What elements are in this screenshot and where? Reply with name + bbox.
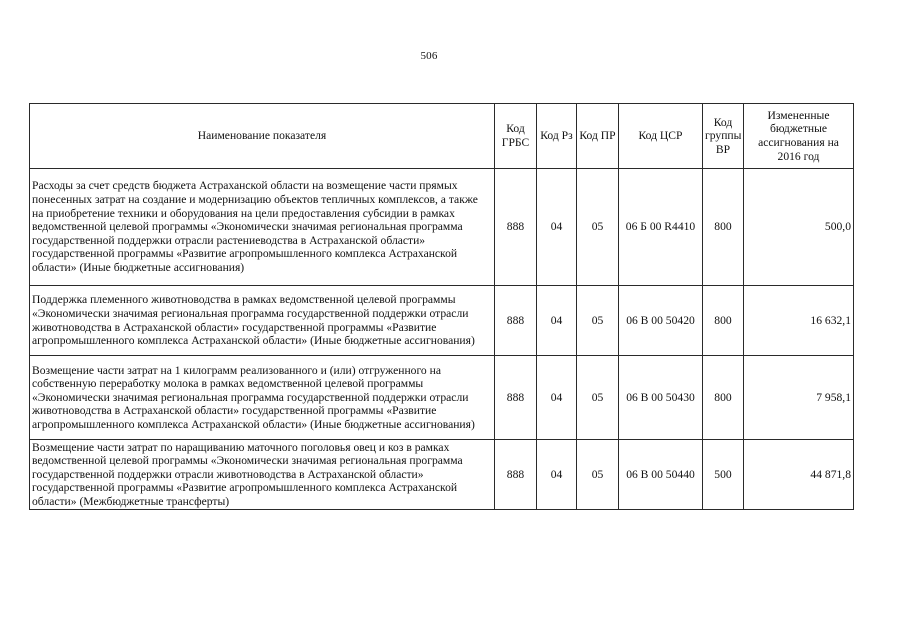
- row-rz: 04: [537, 169, 577, 286]
- row-name: Возмещение части затрат на 1 килограмм реализованного и (или) отгруженного на собственную переработку молока в рамках ведомственной целевой программы «Экономически значимая региональная программа государственной поддержки отрасли животноводства в Астраханской области» государственной программы «Развитие агропромышленного комплекса Астраханской области» (Иные бюджетные ассигнования): [30, 356, 495, 440]
- row-vr: 800: [703, 169, 744, 286]
- budget-allocations-table: [29, 103, 854, 510]
- table-header-row: [30, 104, 854, 169]
- row-vr: 800: [703, 356, 744, 440]
- table-row: [30, 286, 854, 356]
- row-amount: 16 632,1: [744, 286, 854, 356]
- row-grbs: 888: [495, 356, 537, 440]
- row-name: Поддержка племенного животноводства в рамках ведомственной целевой программы «Экономически значимая региональная программа государственной поддержки отрасли животноводства в Астраханской области» государственной программы «Развитие агропромышленного комплекса Астраханской области» (Иные бюджетные ассигнования): [30, 286, 495, 356]
- row-grbs: 888: [495, 169, 537, 286]
- row-rz: 04: [537, 356, 577, 440]
- row-rz: 04: [537, 286, 577, 356]
- table-row: [30, 440, 854, 510]
- row-pr: 05: [577, 286, 619, 356]
- header-rz: Код Рз: [537, 104, 577, 169]
- row-csr: 06 В 00 50430: [619, 356, 703, 440]
- row-amount: 44 871,8: [744, 440, 854, 510]
- row-pr: 05: [577, 169, 619, 286]
- table-row: [30, 169, 854, 286]
- header-amount: Измененные бюджетные ассигнования на 2016 год: [744, 104, 854, 169]
- row-rz: 04: [537, 440, 577, 510]
- header-vr: Код группы ВР: [703, 104, 744, 169]
- table-row: [30, 356, 854, 440]
- row-csr: 06 В 00 50440: [619, 440, 703, 510]
- row-amount: 7 958,1: [744, 356, 854, 440]
- row-vr: 800: [703, 286, 744, 356]
- row-amount: 500,0: [744, 169, 854, 286]
- row-vr: 500: [703, 440, 744, 510]
- page-number: 506: [420, 50, 438, 62]
- row-grbs: 888: [495, 440, 537, 510]
- row-grbs: 888: [495, 286, 537, 356]
- row-name: Возмещение части затрат по наращиванию маточного поголовья овец и коз в рамках ведомственной целевой программы «Экономически значимая региональная программа государственной поддержки отрасли животноводства в Астраханской области» государственной программы «Развитие агропромышленного комплекса Астраханской области» (Межбюджетные трансферты): [30, 440, 495, 510]
- row-name: Расходы за счет средств бюджета Астраханской области на возмещение части прямых понесенных затрат на создание и модернизацию объектов тепличных комплексов, а также на приобретение техники и оборудования на цели предоставления субсидии в рамках ведомственной целевой программы «Экономически значимая региональная программа государственной поддержки отрасли растениеводства в Астраханской области» государственной программы «Развитие агропромышленного комплекса Астраханской области» (Иные бюджетные ассигнования): [30, 169, 495, 286]
- row-csr: 06 В 00 50420: [619, 286, 703, 356]
- header-name: Наименование показателя: [30, 104, 495, 169]
- header-pr: Код ПР: [577, 104, 619, 169]
- row-csr: 06 Б 00 R4410: [619, 169, 703, 286]
- header-grbs: Код ГРБС: [495, 104, 537, 169]
- row-pr: 05: [577, 356, 619, 440]
- row-pr: 05: [577, 440, 619, 510]
- header-csr: Код ЦСР: [619, 104, 703, 169]
